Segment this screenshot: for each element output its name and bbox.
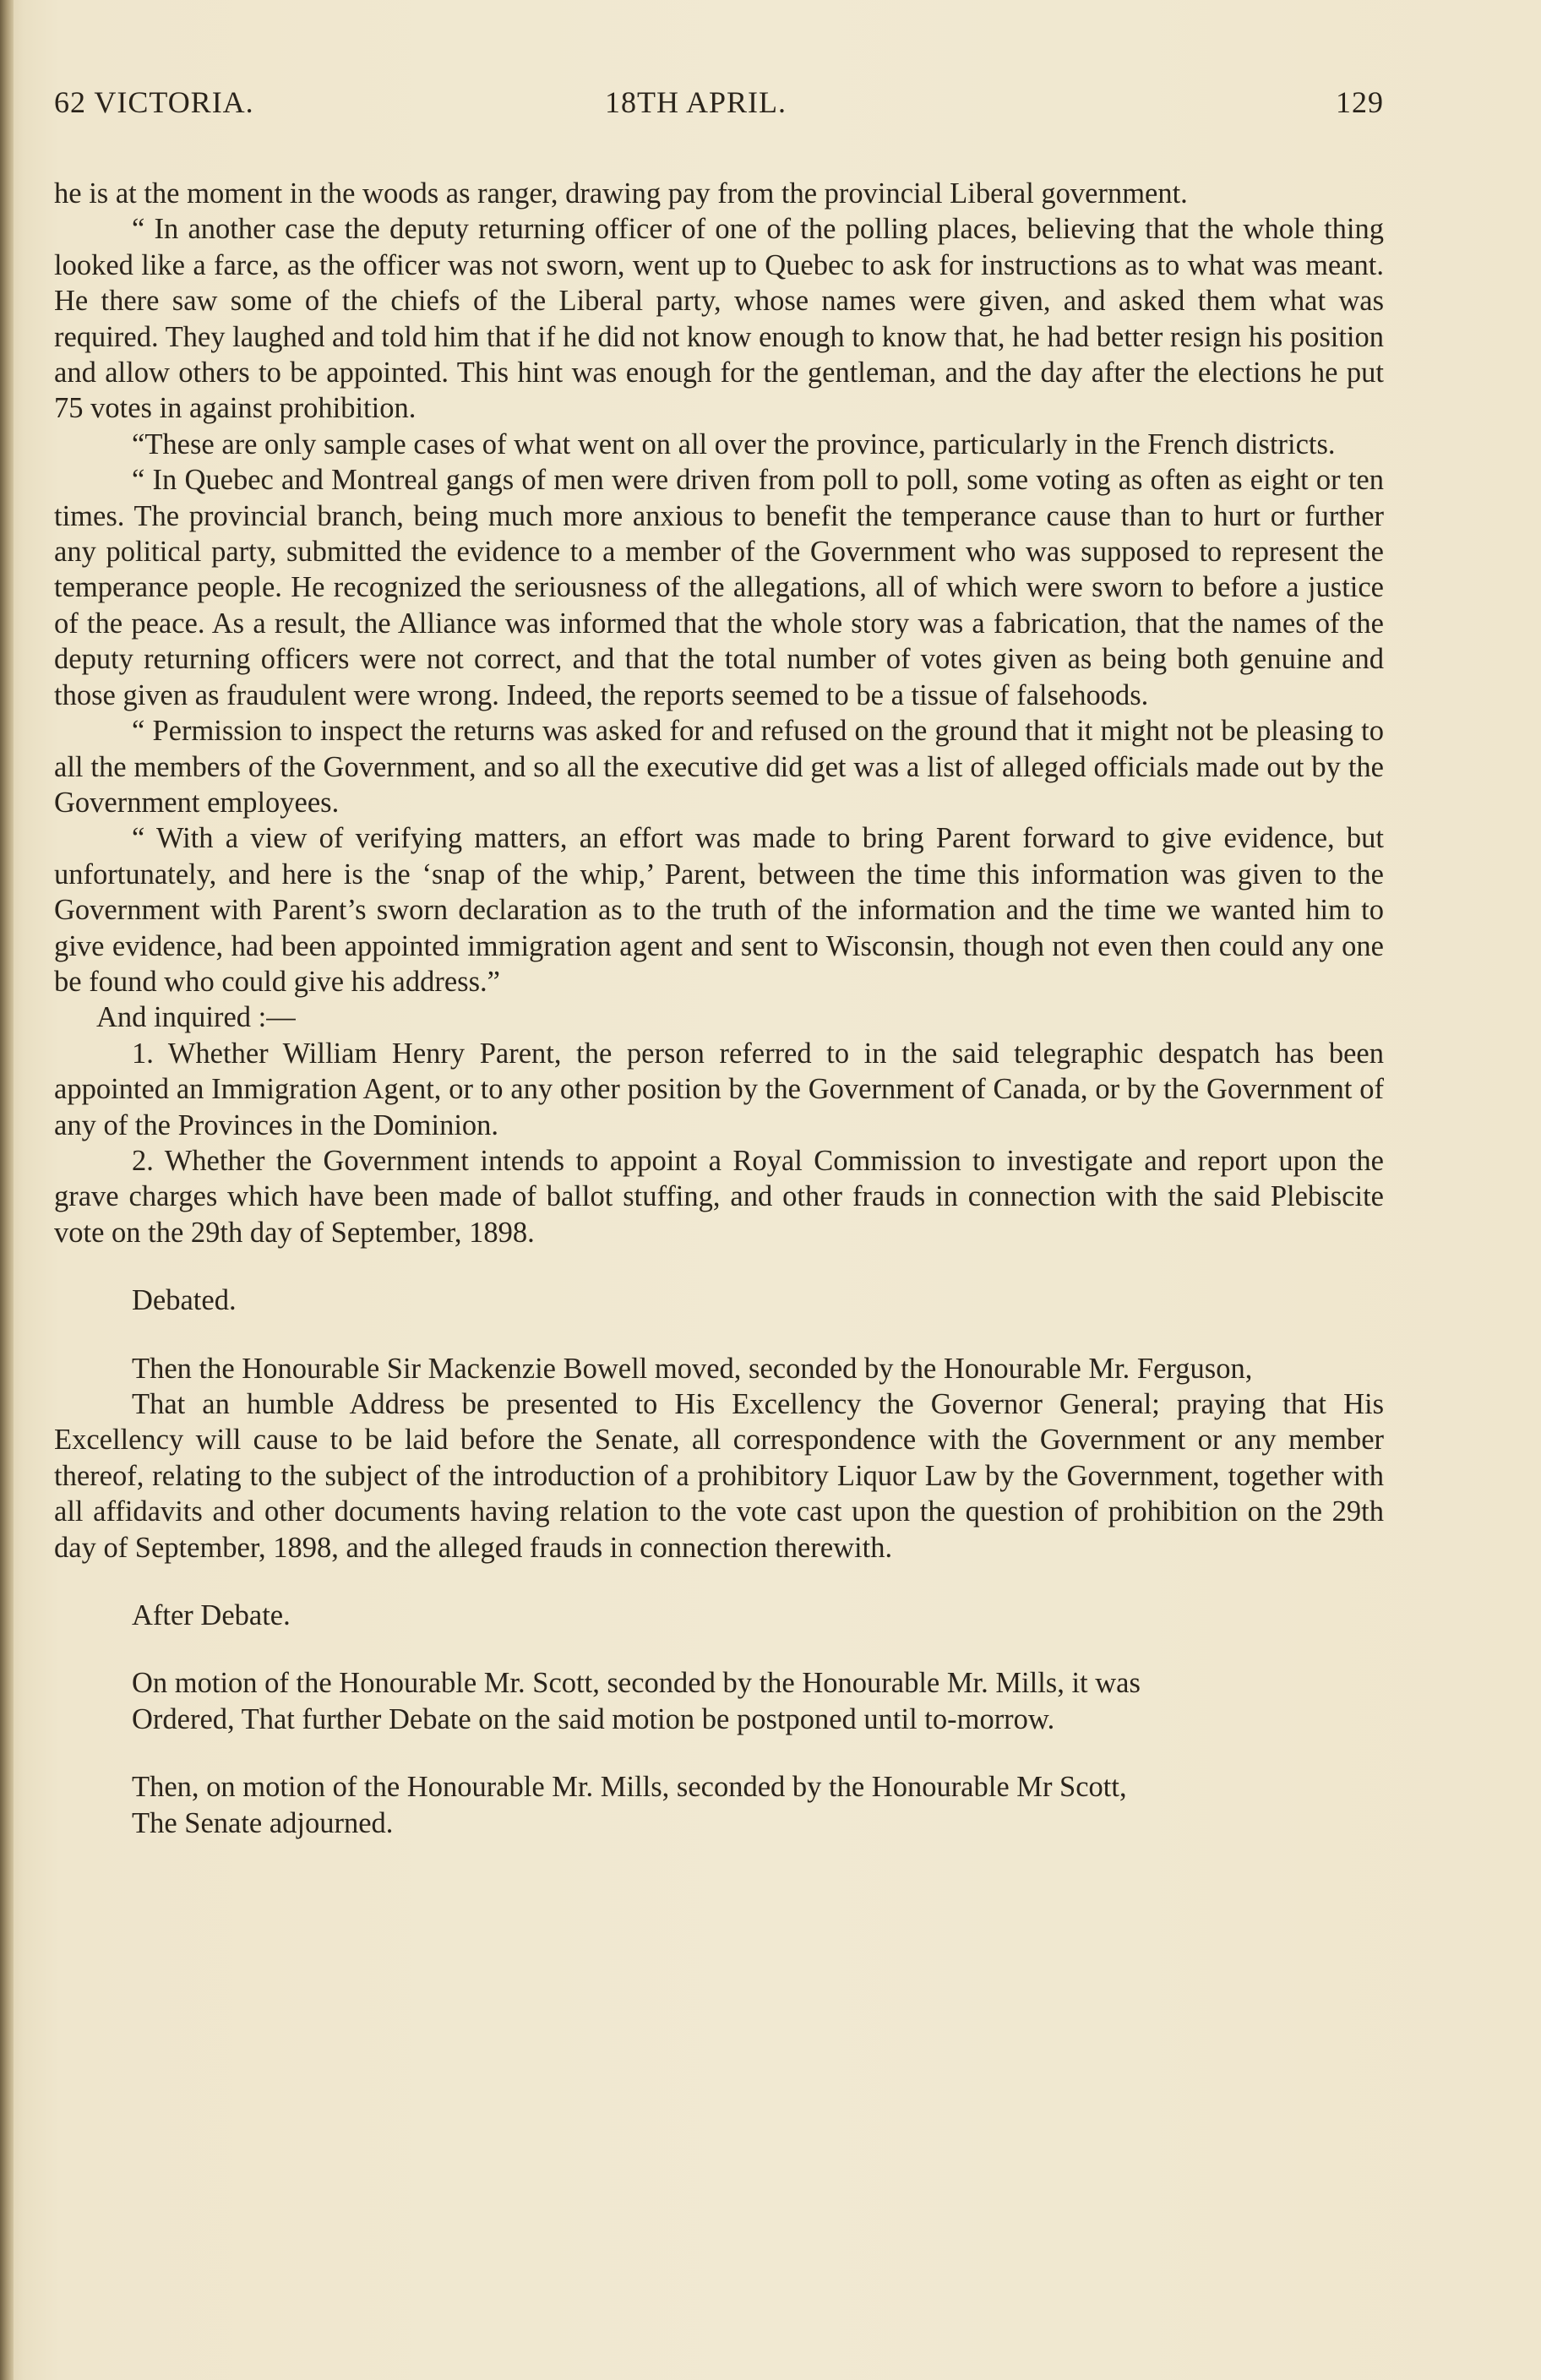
paragraph: Debated. xyxy=(132,1284,237,1317)
paragraph: 2. Whether the Government intends to appoint a Royal Commission to investigate and report upon the grave charges which have been made of ballot stuffing, and other frauds in connection with the said Plebiscite vote on the 29th day of September, 1898. xyxy=(54,1144,1384,1249)
paragraph: “ In another case the deputy returning officer of one of the polling places, believing that the whole thing looked like a farce, as the officer was not sworn, went up to Quebec to ask for instructions as to what was meant. He there saw some of the chiefs of the Liberal party, whose names were given, and asked them what was required. They laughed and told him that if he did not know enough to know that, he had better resign his position and allow others to be appointed. This hint was enough for the gentleman, and the day after the elections he put 75 votes in against prohibition. xyxy=(54,213,1384,425)
page-number: 129 xyxy=(1336,85,1384,119)
header-date xyxy=(605,84,787,120)
paragraph: “ In Quebec and Montreal gangs of men were driven from poll to poll, some voting as often as eight or ten times. The provincial branch, being much more anxious to benefit the temperance cause than to hurt or further any political party, submitted the evidence to a member of the Government who was supposed to represent the temperance people. He recognized the seriousness of the allegations, all of which were sworn to before a justice of the peace. As a result, the Alliance was informed that the whole story was a fabrication, that the names of the deputy returning officers were not correct, and that the total number of votes given as being both genuine and those given as fraudulent were wrong. Indeed, the reports seemed to be a tissue of falsehoods. xyxy=(54,464,1384,711)
paragraph: After Debate. xyxy=(132,1599,291,1632)
paragraph: 1. Whether William Henry Parent, the person referred to in the said telegraphic despatch has been appointed an Immigration Agent, or to any other position by the Government of Canada, or by the Government of any of the Provinces in the Dominion. xyxy=(54,1037,1384,1141)
paragraph: Then, on motion of the Honourable Mr. Mills, seconded by the Honourable Mr Scott, xyxy=(132,1771,1127,1804)
paragraph: Then the Honourable Sir Mackenzie Bowell moved, seconded by the Honourable Mr. Ferguson, xyxy=(132,1352,1253,1385)
paragraph: And inquired :— xyxy=(96,1001,296,1034)
page-body xyxy=(54,176,1384,1841)
header-date-day: 18 xyxy=(605,85,637,119)
paragraph: Ordered, That further Debate on the said motion be postponed until to-morrow. xyxy=(132,1702,1055,1735)
page-header xyxy=(54,84,1384,135)
paragraph: “ Permission to inspect the returns was asked for and refused on the ground that it might not be pleasing to all the members of the Government, and so all the executive did get was a list of alleged officials made out by the Government employees. xyxy=(54,715,1384,819)
header-volume: 62 VICTORIA. xyxy=(54,85,254,119)
paragraph: The Senate adjourned. xyxy=(132,1806,394,1839)
paragraph: he is at the moment in the woods as ranger, drawing pay from the provincial Liberal government. xyxy=(54,177,1188,210)
paragraph: That an humble Address be presented to His Excellency the Governor General; praying that His Excellency will cause to be laid before the Senate, all correspondence with the Government or any member thereof, relating to the subject of the introduction of a prohibitory Liquor Law by the Government, together with all affidavits and other documents having relation to the vote cast upon the question of prohibition on the 29th day of September, 1898, and the alleged frauds in connection therewith. xyxy=(54,1388,1384,1564)
binding-edge xyxy=(0,0,14,2380)
paragraph: On motion of the Honourable Mr. Scott, seconded by the Honourable Mr. Mills, it was xyxy=(132,1667,1141,1700)
paragraph: “ With a view of verifying matters, an effort was made to bring Parent forward to give evidence, but unfortunately, and here is the ‘snap of the whip,’ Parent, between the time this information was given to the Government with Parent’s sworn declaration as to the truth of the information and the time we wanted him to give evidence, had been appointed immigration agent and sent to Wisconsin, though not even then could any one be found who could give his address.” xyxy=(54,822,1384,998)
header-date-month: APRIL. xyxy=(679,85,787,119)
header-date-suffix: TH xyxy=(637,85,679,119)
paragraph: “These are only sample cases of what went on all over the province, particularly in the French districts. xyxy=(132,428,1336,460)
